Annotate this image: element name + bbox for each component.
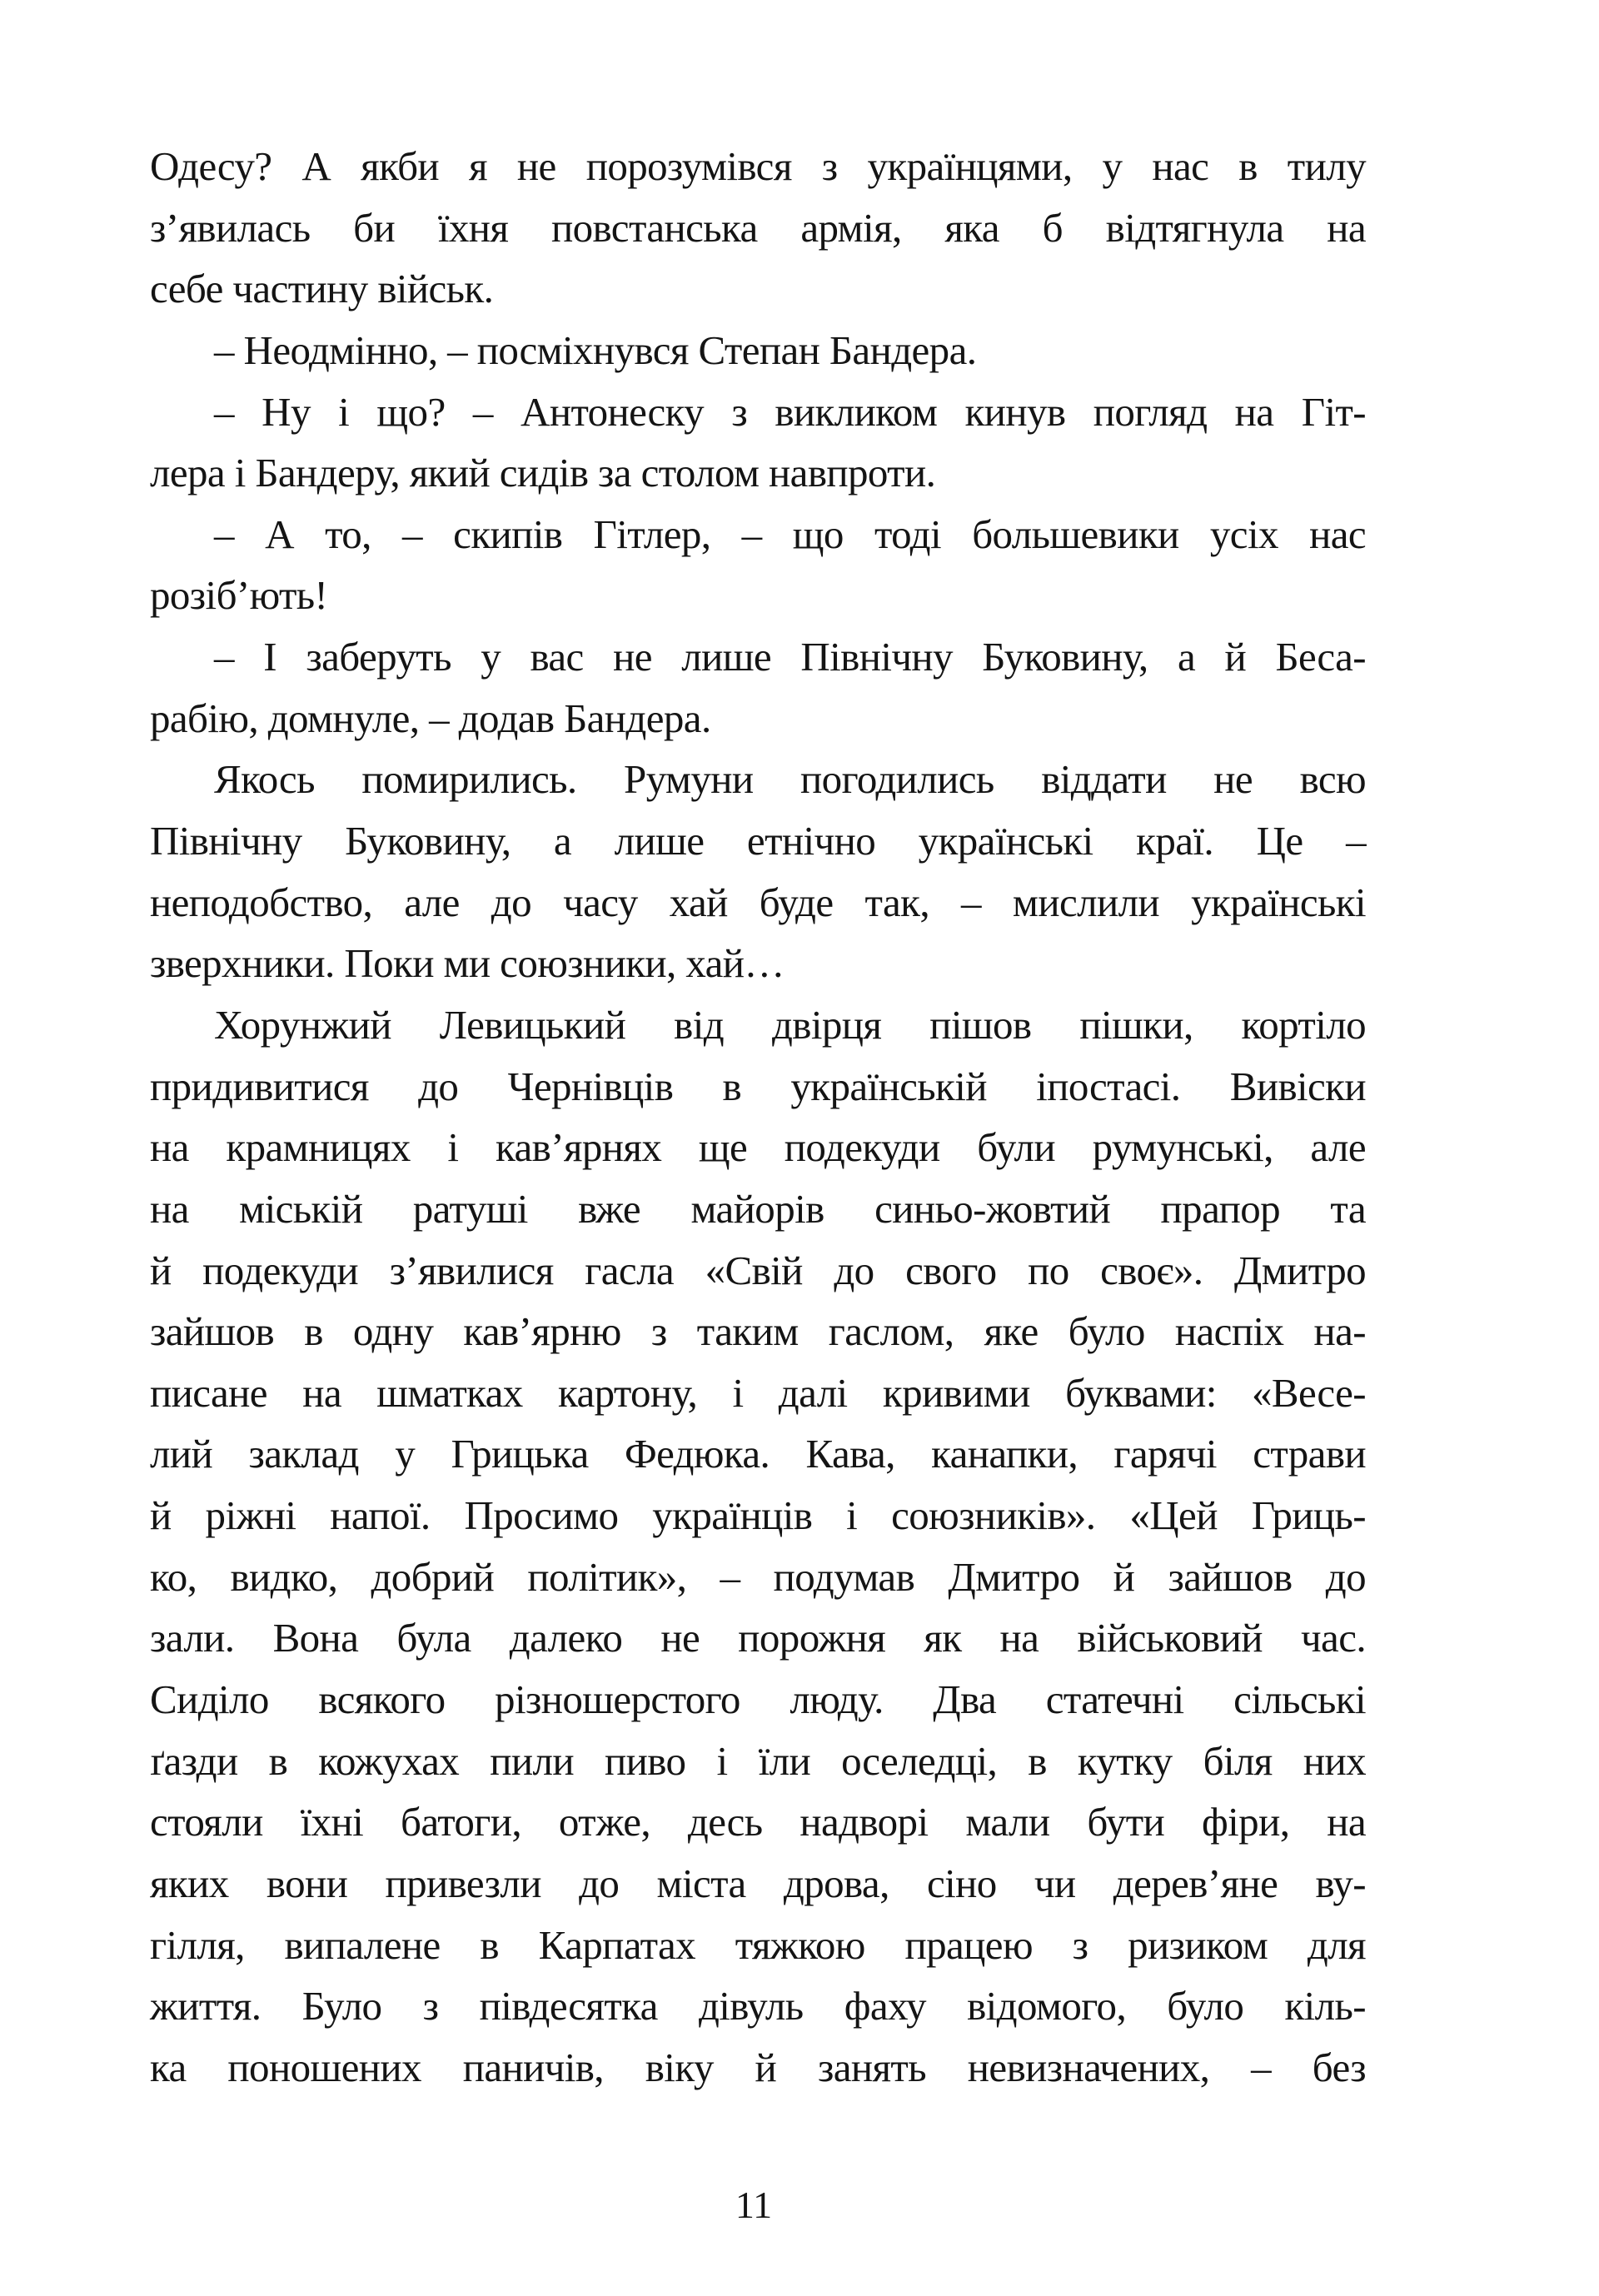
text-line: рабію, домнуле, – додав Бандера.	[150, 695, 711, 741]
text-line: ка поношених паничів, віку й занять невизначених, – без	[150, 2044, 1366, 2090]
text-line: Сиділо всякого різношерстого люду. Два статечні сільські	[150, 1676, 1366, 1723]
text-line: – Неодмінно, – посміхнувся Степан Бандера.	[214, 326, 977, 373]
text-line: життя. Було з півдесятка дівуль фаху відомого, було кіль-	[150, 1983, 1366, 2030]
text-line: й ріжні напої. Просимо українців і союзників». «Цей Гриць-	[150, 1492, 1366, 1539]
text-line: на крамницях і кав’ярнях ще подекуди були румунські, але	[150, 1124, 1366, 1171]
text-line: Якось помирились. Румуни погодились віддати не всю	[214, 756, 1366, 803]
text-line: – А то, – скипів Гітлер, – що тоді большевики усіх нас	[214, 510, 1366, 557]
text-line: яких вони привезли до міста дрова, сіно чи дерев’яне ву-	[150, 1860, 1366, 1906]
text-line: з’явилась би їхня повстанська армія, яка б відтягнула на	[150, 204, 1366, 251]
text-line: придивитися до Чернівців в українській іпостасі. Вивіски	[150, 1063, 1366, 1109]
text-line: писане на шматках картону, і далі кривими буквами: «Весе-	[150, 1369, 1366, 1416]
text-line: гілля, випалене в Карпатах тяжкою працею з ризиком для	[150, 1921, 1366, 1968]
text-line: Північну Буковину, а лише етнічно українські краї. Це –	[150, 818, 1366, 864]
page-number	[0, 2180, 1599, 2230]
text-line: себе частину військ.	[150, 266, 494, 312]
text-line: зайшов в одну кав’ярню з таким гаслом, яке було наспіх на-	[150, 1308, 1366, 1355]
text-line: ко, видко, добрий політик», – подумав Дмитро й зайшов до	[150, 1553, 1366, 1600]
text-line: зали. Вона була далеко не порожня як на військовий час.	[150, 1615, 1366, 1661]
body-text	[150, 136, 1366, 2099]
text-line: зверхники. Поки ми союзники, хай…	[150, 940, 785, 987]
text-line: лера і Бандеру, який сидів за столом навпроти.	[150, 450, 936, 496]
text-line: – Ну і що? – Антонеску з викликом кинув погляд на Гіт-	[214, 388, 1366, 435]
text-line: й подекуди з’явилися гасла «Свій до свого по своє». Дмитро	[150, 1247, 1366, 1293]
page-number-label: 11	[735, 2184, 773, 2226]
text-line: стояли їхні батоги, отже, десь надворі мали бути фіри, на	[150, 1799, 1366, 1845]
text-line: лий заклад у Грицька Федюка. Кава, канапки, гарячі страви	[150, 1431, 1366, 1477]
text-line: ґазди в кожухах пили пиво і їли оселедці, в кутку біля них	[150, 1737, 1366, 1784]
text-line: розіб’ють!	[150, 572, 328, 619]
text-line: Одесу? А якби я не порозумівся з українцями, у нас в тилу	[150, 143, 1366, 189]
text-line: Хорунжий Левицький від двірця пішов пішки, кортіло	[214, 1001, 1366, 1048]
text-line: на міській ратуші вже майорів синьо-жовтий прапор та	[150, 1185, 1366, 1232]
text-line: неподобство, але до часу хай буде так, – мислили українські	[150, 879, 1366, 925]
text-line: – І заберуть у вас не лише Північну Буковину, а й Беса-	[214, 634, 1366, 680]
